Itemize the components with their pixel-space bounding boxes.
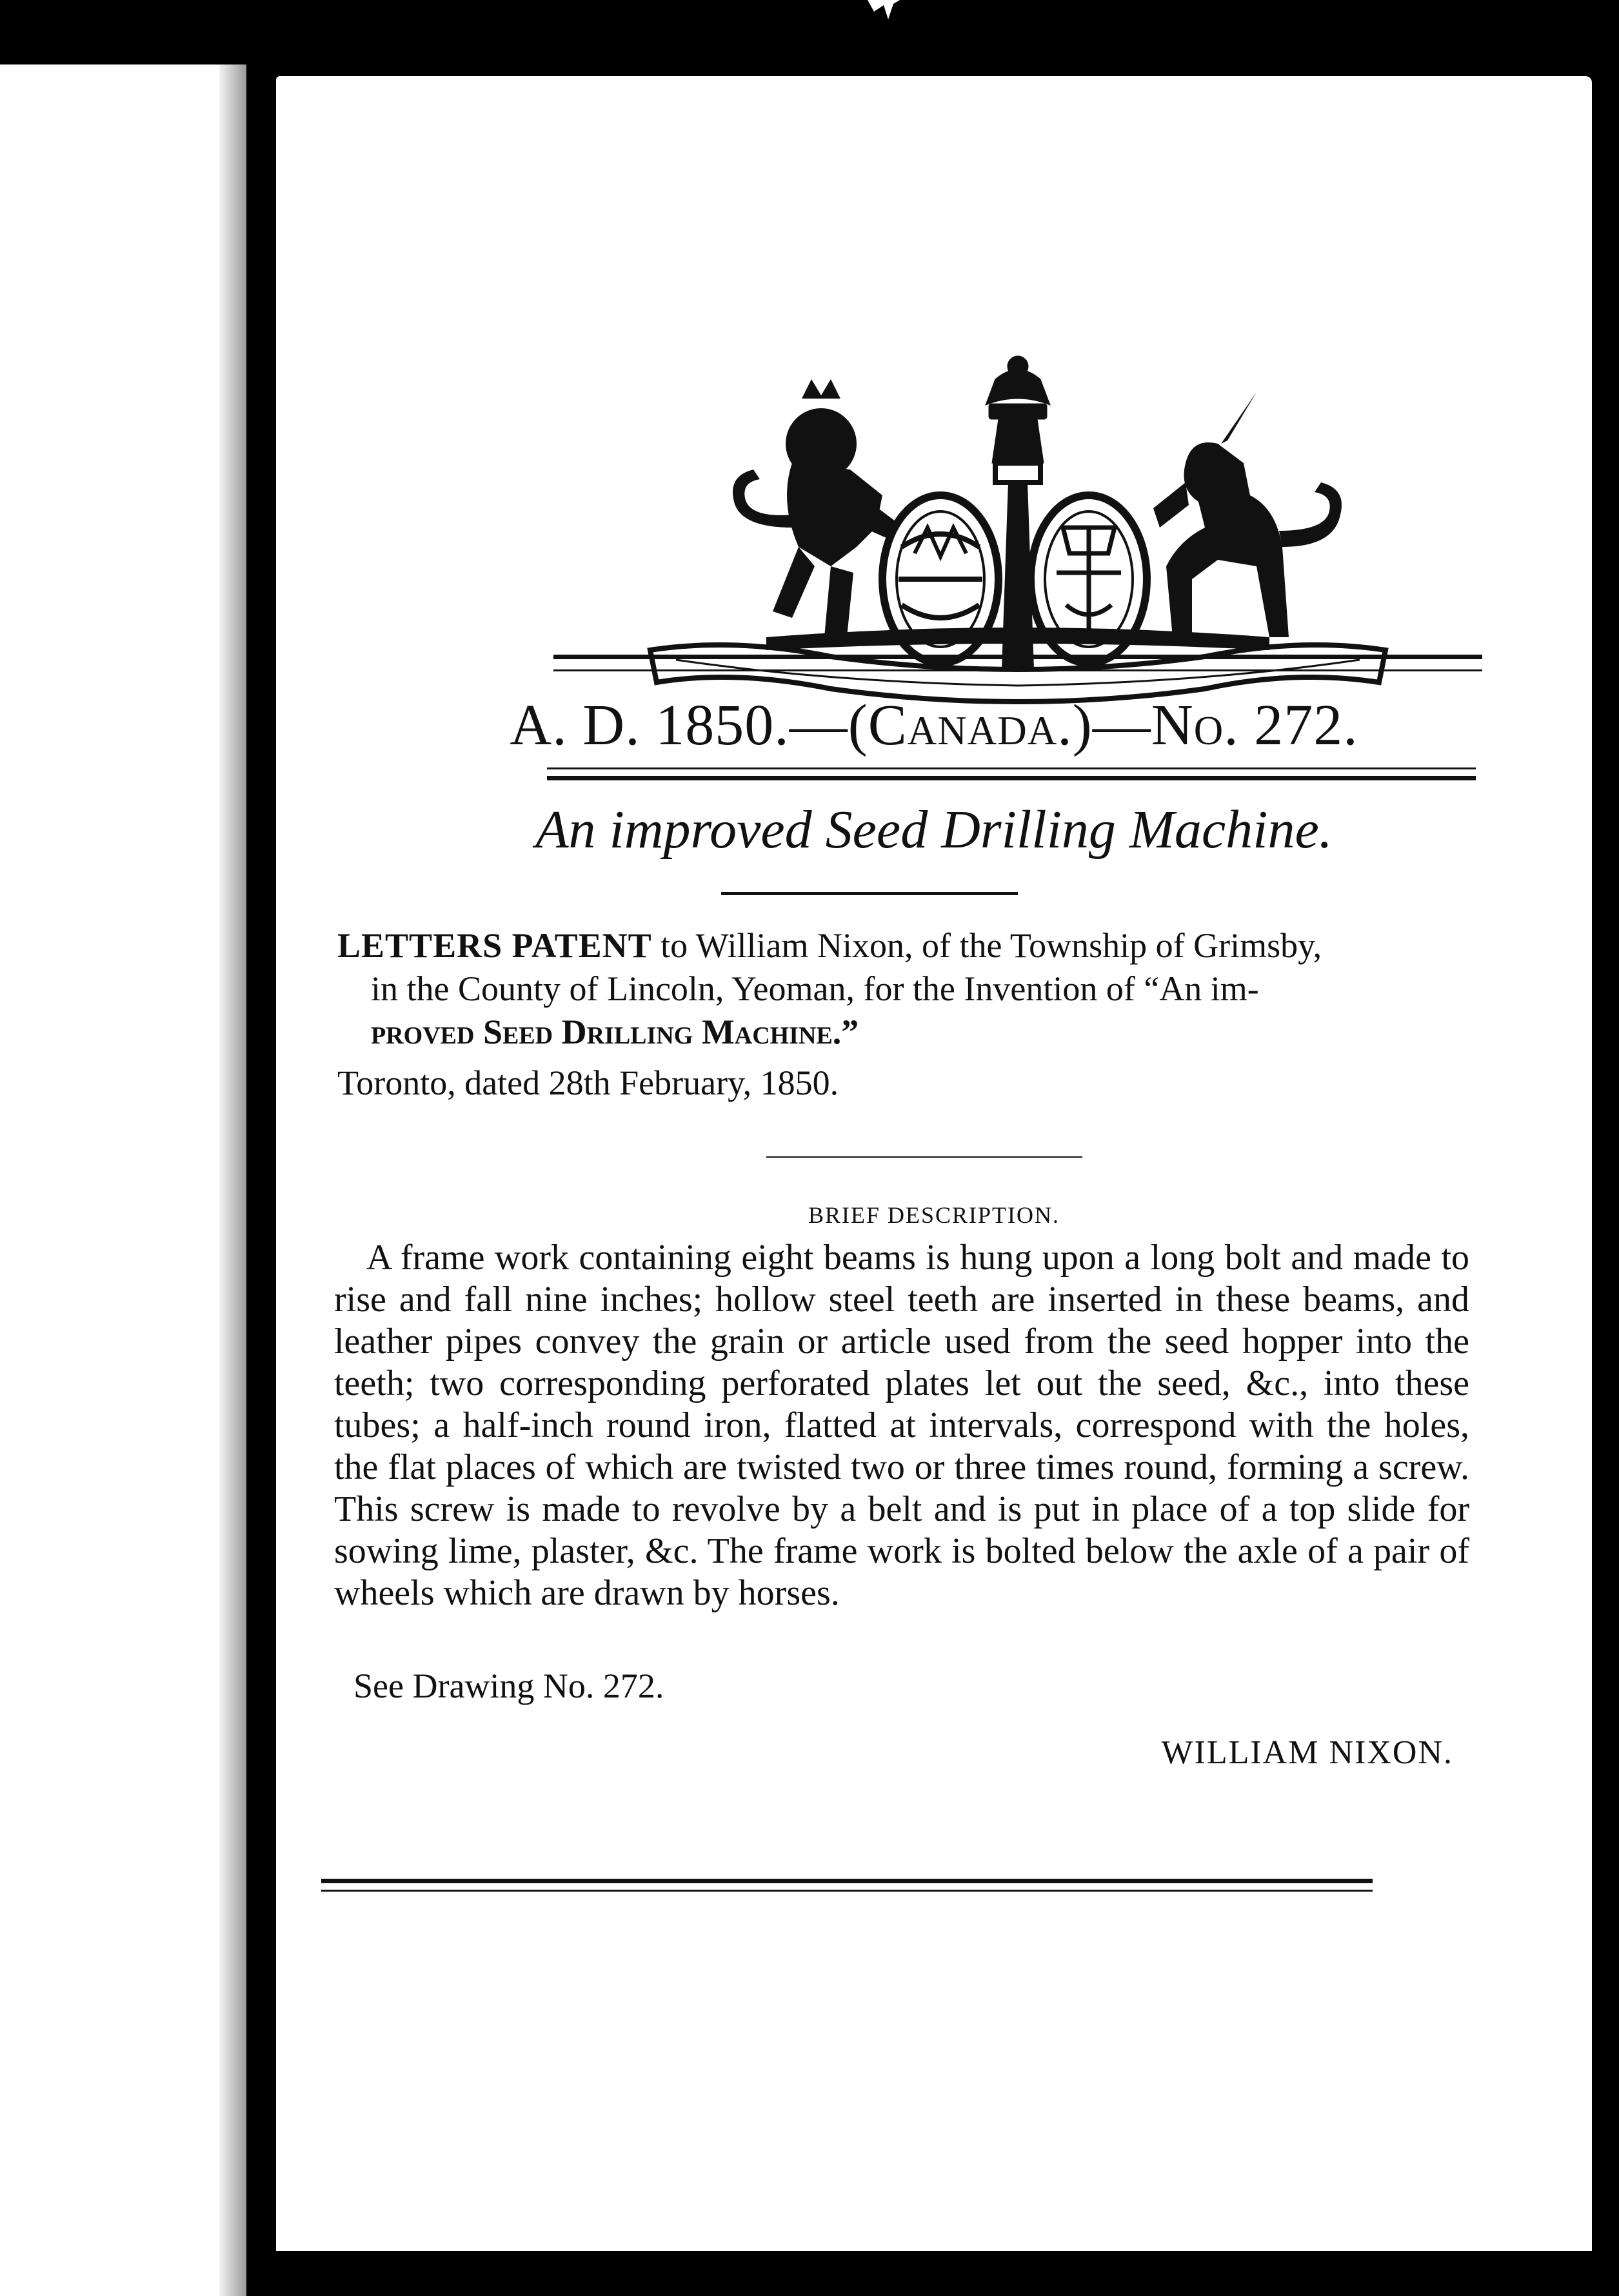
heading-rule-top [553, 655, 1482, 659]
heading-rule-bottom [547, 776, 1476, 780]
letters-patent-line-3: proved Seed Drilling Machine.” [371, 1013, 859, 1051]
brief-description-heading: BRIEF DESCRIPTION. [808, 1202, 1060, 1228]
scan-bottom-edge [276, 2251, 1619, 2296]
heading-year: A. D. 1850.—( [510, 693, 868, 757]
heading-number-prefix: No. [1151, 693, 1239, 757]
see-drawing-reference: See Drawing No. 272. [353, 1667, 664, 1705]
patent-title: An improved Seed Drilling Machine. [535, 800, 1333, 860]
book-gutter [246, 52, 276, 2296]
letters-patent-paragraph [337, 924, 1450, 1054]
inventor-signature: WILLIAM NIXON. [1161, 1734, 1453, 1771]
letters-patent-line-1: to William Nixon, of the Township of Grimsby, [651, 926, 1322, 965]
title-divider [721, 892, 1018, 895]
heading-number: 272. [1238, 693, 1358, 757]
heading-rule-bottom-thin [547, 767, 1476, 769]
dated-divider [766, 1156, 1082, 1158]
brief-description-body: A frame work containing eight beams is hung upon a long bolt and made to rise and fall nine inches; hollow steel teeth are inserted in these beams, and leather pipes convey the grain or article used from the seed hopper into the teeth; two corresponding perforated plates let out the seed, &c., into these tubes; a half-inch round iron, flatted at intervals, correspond with the holes, the flat places of which are twisted two or three times round, forming a screw. This screw is made to revolve by a belt and is put in place of a top slide for sowing lime, plaster, &c. The frame work is bolted below the axle of a pair of wheels which are drawn by horses. [334, 1238, 1469, 1613]
dated-line: Toronto, dated 28th February, 1850. [337, 1064, 839, 1102]
patent-heading [276, 692, 1592, 758]
heading-country: Canada. [868, 693, 1073, 757]
facing-page [0, 64, 246, 2296]
letters-patent-lead: LETTERS PATENT [337, 926, 652, 965]
royal-coat-of-arms-icon [637, 334, 1398, 708]
patent-page [276, 76, 1592, 2274]
letters-patent-line-2: in the County of Lincoln, Yeoman, for the Invention of “An im- [371, 969, 1259, 1008]
heading-rule-top-thin [553, 669, 1482, 671]
scan-artifact-icon [855, 0, 913, 26]
heading-close: )— [1072, 693, 1151, 757]
facing-page-shadow [219, 64, 246, 2296]
footer-rule [321, 1879, 1373, 1883]
footer-rule-thin [321, 1890, 1373, 1892]
